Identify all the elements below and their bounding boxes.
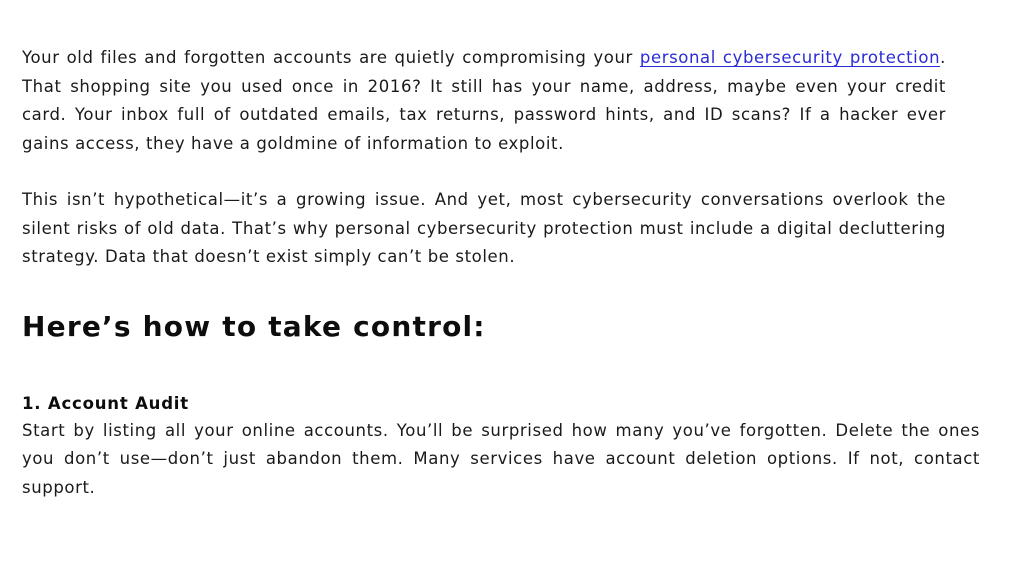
intro-paragraph-2: This isn’t hypothetical—it’s a growing issue. And yet, most cybersecurity conversations overlook the silent risks of old data. That’s why personal cybersecurity protection must include a digital decluttering strategy. Data that doesn’t exist simply can’t be stolen. [22,190,946,266]
intro-text-after-link: . That shopping site you used once in 2016? It still has your name, address, maybe even your credit card. Your inbox full of outdated emails, tax returns, password hints, and ID scans? If a hacker ever gains access, they have a goldmine of information to exploit. [22,48,946,153]
section-heading: Here’s how to take control: [22,309,486,343]
intro-paragraph-1 [22,44,946,158]
personal-cybersecurity-protection-link[interactable]: personal cybersecurity protection [639,48,941,67]
intro-text-before-link: Your old files and forgotten accounts are quietly compromising your [22,48,640,67]
account-audit-section [22,391,982,503]
article-body [22,44,982,502]
account-audit-body: Start by listing all your online accounts. You’ll be surprised how many you’ve forgotten. Delete the ones you don’t use—don’t just abandon them. Many services have account deletion options. If not, contact support. [22,420,980,497]
account-audit-title: 1. Account Audit [22,393,189,413]
